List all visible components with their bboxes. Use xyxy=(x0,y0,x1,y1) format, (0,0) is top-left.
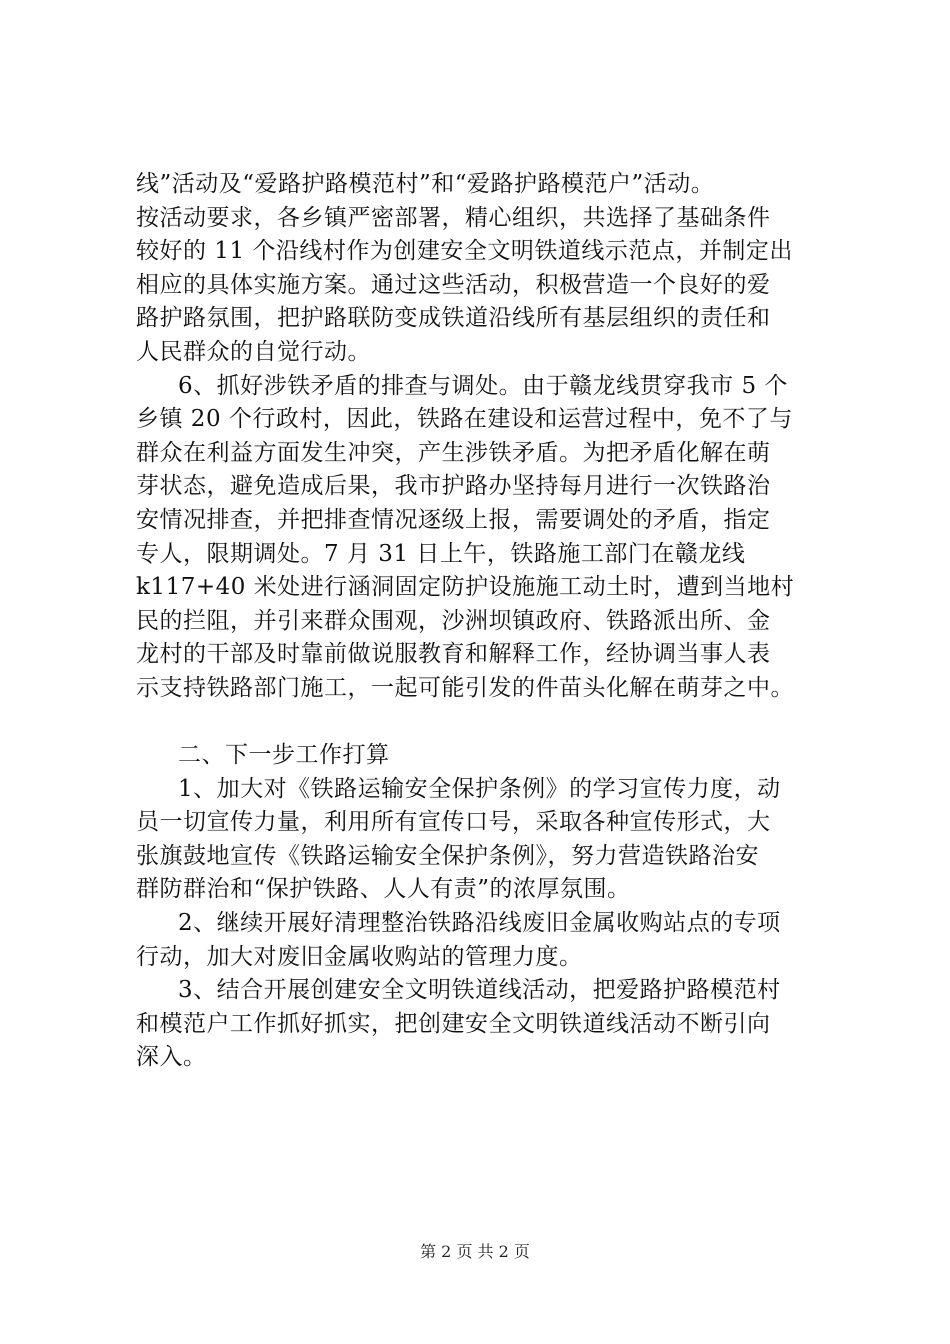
text-line: 行动，加大对废旧金属收购站的管理力度。 xyxy=(136,943,583,970)
text-line: 3、结合开展创建安全文明铁道线活动，把爱路护路模范村 xyxy=(178,977,781,1004)
text-line: 较好的 11 个沿线村作为创建安全文明铁道线示范点，并制定出 xyxy=(136,238,793,265)
text-line: 相应的具体实施方案。通过这些活动，积极营造一个良好的爱 xyxy=(136,271,771,298)
text-line: 1、加大对《铁路运输安全保护条例》的学习宣传力度，动 xyxy=(178,775,781,802)
text-line: 线”活动及“爱路护路模范村”和“爱路护路模范户”活动。 xyxy=(136,171,715,197)
text-line: 张旗鼓地宣传《铁路运输安全保护条例》，努力营造铁路治安 xyxy=(136,842,759,869)
text-line: 专人，限期调处。7 月 31 日上午，铁路施工部门在赣龙线 xyxy=(136,540,746,567)
text-line: 6、抓好涉铁矛盾的排查与调处。由于赣龙线贯穿我市 5 个 xyxy=(178,372,788,399)
text-line: 芽状态，避免造成后果，我市护路办坚持每月进行一次铁路治 xyxy=(136,473,771,500)
text-line: 2、继续开展好清理整治铁路沿线废旧金属收购站点的专项 xyxy=(178,910,781,937)
text-line: 安情况排查，并把排查情况逐级上报，需要调处的矛盾，指定 xyxy=(136,506,771,533)
text-line: k117+40 米处进行涵洞固定防护设施施工动土时，遭到当地村 xyxy=(136,574,795,601)
text-line: 人民群众的自觉行动。 xyxy=(136,338,371,365)
text-line: 和模范户工作抓好抓实，把创建安全文明铁道线活动不断引向 xyxy=(136,1010,771,1037)
text-line: 群众在利益方面发生冲突，产生涉铁矛盾。为把矛盾化解在萌 xyxy=(136,439,771,466)
text-line: 民的拦阻，并引来群众围观，沙洲坝镇政府、铁路派出所、金 xyxy=(136,607,771,634)
text-line: 龙村的干部及时靠前做说服教育和解释工作，经协调当事人表 xyxy=(136,641,771,668)
text-line: 示支持铁路部门施工，一起可能引发的件苗头化解在萌芽之中。 xyxy=(136,674,794,701)
text-line: 乡镇 20 个行政村，因此，铁路在建设和运营过程中，免不了与 xyxy=(136,406,793,433)
text-line: 路护路氛围，把护路联防变成铁道沿线所有基层组织的责任和 xyxy=(136,305,771,332)
paragraph-gap xyxy=(136,706,836,740)
document-body xyxy=(136,168,836,1075)
page-footer: 第 2 页 共 2 页 xyxy=(420,1242,530,1261)
text-line: 深入。 xyxy=(136,1044,207,1071)
text-line: 群防群治和“保护铁路、人人有责”的浓厚氛围。 xyxy=(136,876,631,903)
text-line: 按活动要求，各乡镇严密部署，精心组织，共选择了基础条件 xyxy=(136,204,771,231)
text-line: 员一切宣传力量，利用所有宣传口号，采取各种宣传形式，大 xyxy=(136,809,771,836)
section-heading: 二、下一步工作打算 xyxy=(178,742,390,769)
